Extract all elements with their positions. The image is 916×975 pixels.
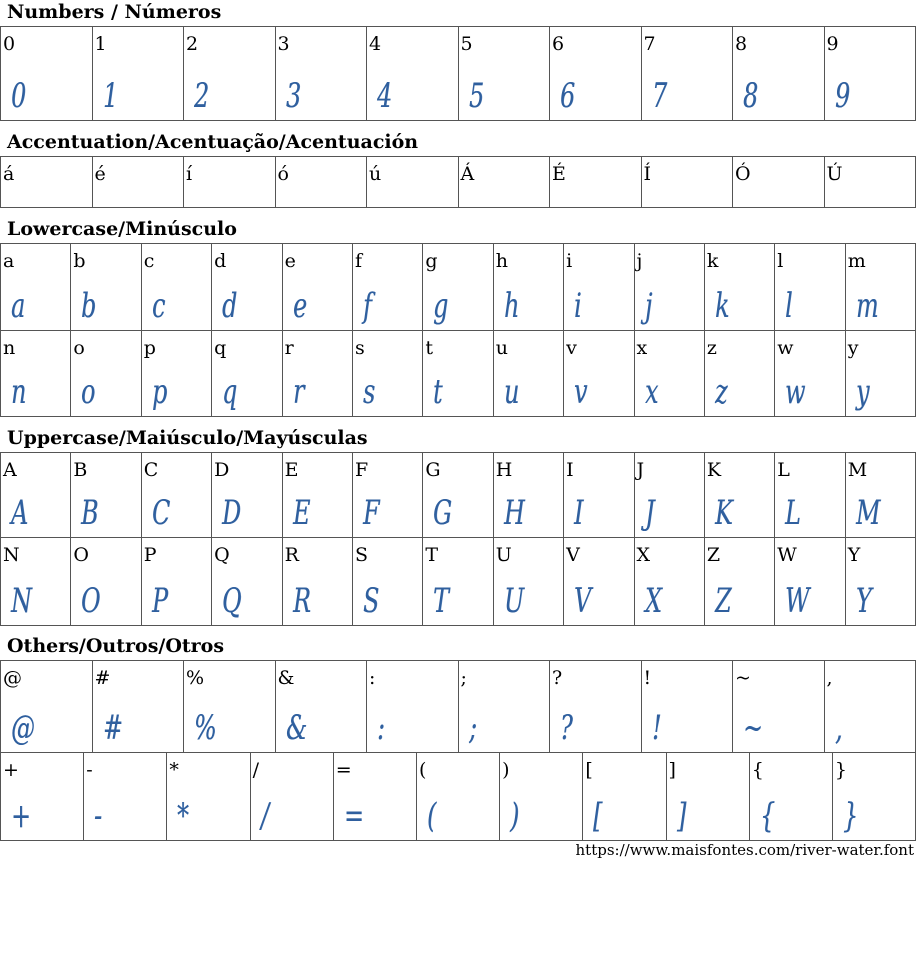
glyph-cell (1, 660, 93, 753)
glyph-cell (550, 156, 642, 208)
glyph-cell (459, 156, 551, 208)
glyph-label: 7 (643, 33, 656, 55)
glyph-label: ! (643, 667, 652, 689)
glyph-sample: ] (676, 796, 686, 836)
glyph-cell (1, 538, 71, 626)
glyph-label: n (3, 337, 16, 359)
glyph-cell (1, 243, 71, 331)
glyph-cell (142, 243, 212, 331)
glyph-sample: B (81, 493, 99, 533)
glyph-sample: q (222, 372, 238, 412)
glyph-sample: p (151, 372, 168, 412)
lowercase-row (0, 331, 916, 417)
glyph-cell (825, 26, 916, 121)
glyph-cell (93, 26, 185, 121)
glyph-sample: % (194, 708, 217, 748)
glyph-label: ú (369, 163, 382, 185)
glyph-sample: ! (651, 708, 662, 748)
glyph-cell (283, 243, 353, 331)
glyph-sample: e (292, 286, 307, 326)
glyph-cell (846, 538, 916, 626)
glyph-label: G (425, 459, 441, 481)
glyph-label: ( (418, 759, 427, 781)
glyph-sample: I (574, 493, 584, 533)
glyph-cell (71, 538, 141, 626)
glyph-sample: s (362, 372, 376, 412)
glyph-label: ) (502, 759, 510, 781)
glyph-cell (564, 452, 634, 538)
glyph-cell (635, 243, 705, 331)
glyph-label: o (73, 337, 85, 359)
glyph-sample: [ (593, 796, 603, 836)
glyph-sample: G (433, 493, 453, 533)
glyph-sample: i (574, 286, 582, 326)
glyph-label: 2 (186, 33, 199, 55)
glyph-sample: c (151, 286, 166, 326)
glyph-sample: ~ (743, 708, 763, 748)
glyph-cell (212, 538, 282, 626)
glyph-sample: o (81, 372, 96, 412)
glyph-label: - (86, 759, 93, 781)
glyph-cell (334, 753, 417, 841)
glyph-cell (283, 452, 353, 538)
glyph-label: w (777, 337, 794, 359)
glyph-sample: T (433, 581, 450, 621)
glyph-cell (733, 26, 825, 121)
glyph-cell (583, 753, 666, 841)
glyph-label: 0 (3, 33, 16, 55)
glyph-sample: 5 (468, 76, 484, 116)
glyph-label: + (3, 759, 19, 781)
glyph-sample: N (11, 581, 32, 621)
glyph-label: 1 (94, 33, 107, 55)
glyph-cell (564, 538, 634, 626)
numbers-grid (0, 26, 916, 121)
glyph-cell (71, 243, 141, 331)
glyph-cell (367, 26, 459, 121)
glyph-cell (184, 156, 276, 208)
glyph-cell (167, 753, 250, 841)
glyph-sample: r (292, 372, 304, 412)
glyph-label: Y (847, 544, 861, 566)
glyph-label: J (636, 459, 645, 481)
lowercase-grid (0, 243, 916, 417)
uppercase-row (0, 538, 916, 626)
glyph-label: T (425, 544, 439, 566)
glyph-cell (846, 452, 916, 538)
glyph-label: Á (460, 163, 475, 185)
glyph-label: W (777, 544, 797, 566)
glyph-cell (459, 660, 551, 753)
lowercase-row (0, 243, 916, 331)
glyph-label: ] (668, 759, 676, 781)
glyph-label: d (214, 250, 227, 272)
glyph-cell (500, 753, 583, 841)
glyph-cell (733, 156, 825, 208)
glyph-label: I (566, 459, 574, 481)
glyph-sample: F (362, 493, 380, 533)
glyph-label: 6 (552, 33, 565, 55)
glyph-sample: M (855, 493, 881, 533)
glyph-cell (775, 452, 845, 538)
glyph-label: / (252, 759, 259, 781)
glyph-label: Z (706, 544, 721, 566)
glyph-label: C (143, 459, 159, 481)
glyph-label: A (3, 459, 17, 481)
glyph-label: D (214, 459, 230, 481)
glyph-sample: A (11, 493, 29, 533)
glyph-label: ~ (735, 667, 751, 689)
glyph-cell (93, 156, 185, 208)
glyph-cell (251, 753, 334, 841)
glyph-cell (775, 331, 845, 417)
glyph-label: { (751, 759, 764, 781)
glyph-sample: O (81, 581, 101, 621)
glyph-cell (833, 753, 916, 841)
glyph-sample: L (785, 493, 802, 533)
glyph-sample: - (94, 796, 103, 836)
glyph-label: [ (585, 759, 593, 781)
glyph-sample: k (714, 286, 730, 326)
glyph-cell (142, 331, 212, 417)
glyph-cell (212, 243, 282, 331)
uppercase-grid (0, 452, 916, 626)
glyph-sample: R (292, 581, 311, 621)
glyph-sample: E (292, 493, 310, 533)
glyph-label: O (73, 544, 89, 566)
glyph-cell (775, 243, 845, 331)
glyph-label: ? (552, 667, 563, 689)
glyph-cell (367, 660, 459, 753)
others-row (0, 753, 916, 841)
glyph-sample: + (11, 796, 31, 836)
glyph-sample: * (177, 796, 190, 836)
glyph-label: h (495, 250, 508, 272)
glyph-label: } (834, 759, 847, 781)
glyph-cell (494, 538, 564, 626)
glyph-cell (564, 243, 634, 331)
section-title-numbers: Numbers / Números (7, 1, 222, 23)
glyph-sample: , (834, 708, 843, 748)
glyph-label: : (369, 667, 376, 689)
glyph-label: r (284, 337, 294, 359)
glyph-label: c (143, 250, 155, 272)
glyph-cell (825, 156, 916, 208)
glyph-label: S (354, 544, 368, 566)
glyph-sample: @ (11, 708, 35, 748)
glyph-sample: l (785, 286, 793, 326)
glyph-cell (642, 26, 734, 121)
glyph-label: y (847, 337, 859, 359)
glyph-cell (212, 452, 282, 538)
glyph-cell (423, 452, 493, 538)
glyph-sample: 3 (285, 76, 301, 116)
glyph-sample: x (644, 372, 658, 412)
glyph-sample: j (644, 286, 652, 326)
others-row (0, 660, 916, 753)
glyph-cell (353, 331, 423, 417)
glyph-label: k (706, 250, 719, 272)
glyph-cell (84, 753, 167, 841)
glyph-sample: y (855, 372, 870, 412)
glyph-cell (93, 660, 185, 753)
glyph-label: á (3, 163, 15, 185)
glyph-sample: = (343, 796, 364, 836)
glyph-label: L (777, 459, 790, 481)
glyph-sample: U (503, 581, 524, 621)
glyph-sample: V (574, 581, 592, 621)
glyph-cell (71, 452, 141, 538)
glyph-cell (423, 538, 493, 626)
glyph-cell (1, 26, 93, 121)
glyph-label: g (425, 250, 438, 272)
glyph-cell (846, 243, 916, 331)
glyph-cell (142, 538, 212, 626)
glyph-cell (705, 538, 775, 626)
glyph-cell (635, 452, 705, 538)
glyph-label: p (143, 337, 156, 359)
accents-row (0, 156, 916, 208)
glyph-cell (1, 156, 93, 208)
glyph-sample: K (714, 493, 733, 533)
glyph-label: é (94, 163, 106, 185)
glyph-sample: 9 (834, 76, 850, 116)
glyph-sample: # (102, 708, 123, 748)
glyph-cell (705, 452, 775, 538)
glyph-label: s (354, 337, 365, 359)
glyph-label: v (566, 337, 577, 359)
glyph-sample: C (151, 493, 170, 533)
glyph-sample: f (362, 286, 372, 326)
glyph-cell (564, 331, 634, 417)
glyph-label: ; (460, 667, 467, 689)
glyph-label: a (3, 250, 15, 272)
glyph-label: E (284, 459, 299, 481)
glyph-label: 5 (460, 33, 473, 55)
glyph-sample: z (714, 372, 728, 412)
glyph-cell (353, 243, 423, 331)
glyph-cell (353, 452, 423, 538)
glyph-sample: ; (468, 708, 477, 748)
glyph-label: 3 (277, 33, 290, 55)
glyph-cell (494, 331, 564, 417)
glyph-cell (635, 538, 705, 626)
glyph-cell (635, 331, 705, 417)
glyph-cell (184, 26, 276, 121)
glyph-cell (642, 660, 734, 753)
glyph-cell (276, 26, 368, 121)
section-title-accents: Accentuation/Acentuação/Acentuación (7, 131, 419, 153)
others-grid (0, 660, 916, 841)
glyph-sample: m (855, 286, 879, 326)
footer-url[interactable]: https://www.maisfontes.com/river-water.font (575, 841, 914, 859)
glyph-label: í (186, 163, 193, 185)
glyph-label: H (495, 459, 513, 481)
glyph-cell (367, 156, 459, 208)
glyph-cell (353, 538, 423, 626)
glyph-label: R (284, 544, 299, 566)
glyph-sample: D (222, 493, 242, 533)
glyph-sample: a (11, 286, 26, 326)
glyph-cell (71, 331, 141, 417)
glyph-sample: b (81, 286, 97, 326)
glyph-sample: & (285, 708, 307, 748)
glyph-cell (733, 660, 825, 753)
glyph-label: & (277, 667, 295, 689)
glyph-label: 8 (735, 33, 748, 55)
glyph-cell (775, 538, 845, 626)
glyph-sample: 4 (377, 76, 393, 116)
glyph-sample: Z (714, 581, 732, 621)
glyph-label: 4 (369, 33, 382, 55)
section-title-uppercase: Uppercase/Maiúsculo/Mayúsculas (7, 427, 368, 449)
glyph-sample: W (785, 581, 810, 621)
glyph-label: V (566, 544, 580, 566)
glyph-cell (550, 660, 642, 753)
glyph-label: F (354, 459, 369, 481)
glyph-sample: w (785, 372, 806, 412)
glyph-cell (459, 26, 551, 121)
glyph-label: M (847, 459, 868, 481)
glyph-label: # (94, 667, 111, 689)
accents-grid (0, 156, 916, 208)
glyph-cell (212, 331, 282, 417)
glyph-label: Ó (735, 163, 751, 185)
glyph-label: Í (643, 163, 652, 185)
glyph-cell (667, 753, 750, 841)
glyph-sample: { (759, 796, 775, 836)
glyph-cell (417, 753, 500, 841)
glyph-sample: / (260, 796, 269, 836)
glyph-cell (494, 243, 564, 331)
glyph-label: x (636, 337, 648, 359)
glyph-sample: n (11, 372, 27, 412)
glyph-label: @ (3, 667, 22, 689)
glyph-sample: 2 (194, 76, 210, 116)
glyph-label: l (777, 250, 784, 272)
glyph-sample: g (433, 286, 449, 326)
glyph-sample: v (574, 372, 588, 412)
glyph-label: É (552, 163, 566, 185)
glyph-sample: ) (510, 796, 520, 836)
glyph-cell (283, 331, 353, 417)
glyph-cell (1, 331, 71, 417)
glyph-sample: 8 (743, 76, 759, 116)
glyph-cell (283, 538, 353, 626)
glyph-label: Q (214, 544, 230, 566)
glyph-sample: d (222, 286, 238, 326)
glyph-label: ó (277, 163, 289, 185)
section-title-lowercase: Lowercase/Minúsculo (7, 218, 237, 240)
glyph-sample: 0 (11, 76, 27, 116)
glyph-sample: ? (560, 708, 573, 748)
glyph-sample: 6 (560, 76, 576, 116)
glyph-label: e (284, 250, 296, 272)
glyph-cell (142, 452, 212, 538)
glyph-cell (276, 660, 368, 753)
glyph-cell (423, 243, 493, 331)
glyph-label: N (3, 544, 20, 566)
numbers-row (0, 26, 916, 121)
section-title-others: Others/Outros/Otros (7, 635, 225, 657)
glyph-sample: Q (222, 581, 242, 621)
glyph-cell (184, 660, 276, 753)
glyph-label: K (706, 459, 722, 481)
glyph-label: Ú (826, 163, 843, 185)
glyph-cell (423, 331, 493, 417)
glyph-label: z (706, 337, 717, 359)
glyph-label: X (636, 544, 651, 566)
glyph-label: q (214, 337, 227, 359)
glyph-label: U (495, 544, 512, 566)
glyph-cell (550, 26, 642, 121)
glyph-cell (1, 452, 71, 538)
glyph-label: 9 (826, 33, 839, 55)
glyph-sample: ( (426, 796, 437, 836)
glyph-label: P (143, 544, 157, 566)
glyph-cell (825, 660, 916, 753)
glyph-cell (642, 156, 734, 208)
glyph-label: i (566, 250, 573, 272)
glyph-sample: } (842, 796, 859, 836)
glyph-sample: Y (855, 581, 872, 621)
glyph-label: b (73, 250, 86, 272)
glyph-cell (494, 452, 564, 538)
glyph-sample: S (362, 581, 380, 621)
glyph-label: * (169, 759, 179, 781)
glyph-label: j (636, 250, 643, 272)
glyph-sample: h (503, 286, 520, 326)
glyph-label: f (354, 250, 362, 272)
glyph-label: B (73, 459, 88, 481)
glyph-cell (1, 753, 84, 841)
glyph-cell (846, 331, 916, 417)
glyph-label: m (847, 250, 866, 272)
glyph-sample: H (503, 493, 525, 533)
glyph-sample: 7 (651, 76, 667, 116)
glyph-sample: X (644, 581, 662, 621)
glyph-label: t (425, 337, 433, 359)
glyph-label: = (335, 759, 352, 781)
glyph-sample: J (644, 493, 655, 533)
glyph-cell (276, 156, 368, 208)
glyph-label: , (826, 667, 833, 689)
glyph-label: % (186, 667, 205, 689)
glyph-sample: P (151, 581, 168, 621)
glyph-cell (705, 331, 775, 417)
glyph-cell (750, 753, 833, 841)
glyph-sample: 1 (102, 76, 118, 116)
glyph-sample: : (377, 708, 386, 748)
glyph-label: u (495, 337, 508, 359)
uppercase-row (0, 452, 916, 538)
glyph-sample: u (503, 372, 520, 412)
glyph-sample: t (433, 372, 443, 412)
glyph-cell (705, 243, 775, 331)
